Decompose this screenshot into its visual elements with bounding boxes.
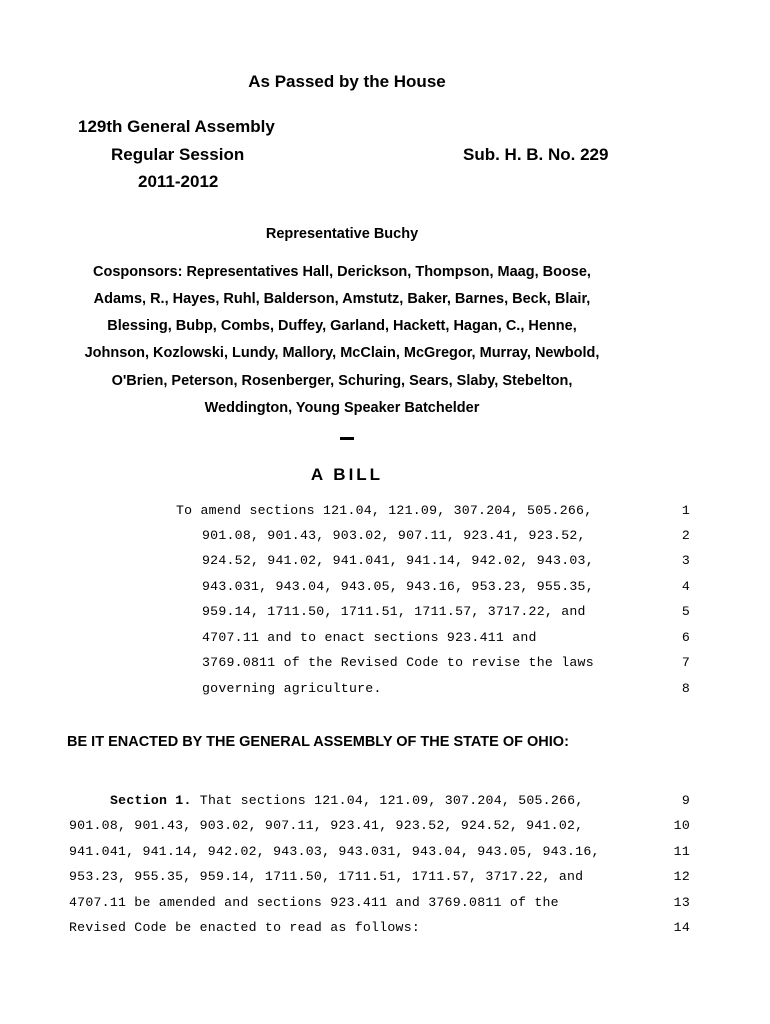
title-line: 901.08, 901.43, 903.02, 907.11, 923.41, 923.52, xyxy=(202,528,586,543)
cosponsors-line: Johnson, Kozlowski, Lundy, Mallory, McClain, McGregor, Murray, Newbold, xyxy=(84,345,600,361)
line-number: 5 xyxy=(681,604,690,619)
line-number: 11 xyxy=(673,844,690,859)
section-line: 941.041, 941.14, 942.02, 943.03, 943.031, 943.04, 943.05, 943.16, xyxy=(69,844,600,859)
title-line: 959.14, 1711.50, 1711.51, 1711.57, 3717.22, and xyxy=(202,604,586,619)
cosponsors-line: Cosponsors: Representatives Hall, Derickson, Thompson, Maag, Boose, xyxy=(93,264,591,280)
session-years: 2011-2012 xyxy=(138,172,219,191)
bill-heading: A BILL xyxy=(310,465,384,484)
separator-dash xyxy=(340,437,354,440)
session-name: Regular Session xyxy=(111,145,245,164)
enacting-clause: BE IT ENACTED BY THE GENERAL ASSEMBLY OF THE STATE OF OHIO: xyxy=(67,734,569,750)
line-number: 14 xyxy=(673,920,690,935)
bill-status: As Passed by the House xyxy=(248,72,446,91)
line-number: 12 xyxy=(673,869,690,884)
section-line: 901.08, 901.43, 903.02, 907.11, 923.41, 923.52, 924.52, 941.02, xyxy=(69,818,584,833)
section-line: 953.23, 955.35, 959.14, 1711.50, 1711.51, 1711.57, 3717.22, and xyxy=(69,869,584,884)
title-line: 924.52, 941.02, 941.041, 941.14, 942.02, 943.03, xyxy=(202,553,594,568)
general-assembly: 129th General Assembly xyxy=(78,117,275,136)
title-line: 943.031, 943.04, 943.05, 943.16, 953.23, 955.35, xyxy=(202,579,594,594)
line-number: 7 xyxy=(681,655,690,670)
cosponsors-line: Blessing, Bubp, Combs, Duffey, Garland, Hackett, Hagan, C., Henne, xyxy=(107,318,577,334)
title-line: To amend sections 121.04, 121.09, 307.204, 505.266, xyxy=(176,503,593,518)
title-line: governing agriculture. xyxy=(202,681,382,696)
line-number: 13 xyxy=(673,895,690,910)
line-number: 3 xyxy=(681,553,690,568)
line-number: 9 xyxy=(681,793,690,808)
line-number: 1 xyxy=(681,503,690,518)
section-text: That sections 121.04, 121.09, 307.204, 505.266, xyxy=(191,793,584,808)
primary-sponsor: Representative Buchy xyxy=(265,226,419,242)
bill-number: Sub. H. B. No. 229 xyxy=(463,145,609,164)
line-number: 8 xyxy=(681,681,690,696)
section-line xyxy=(110,793,584,808)
line-number: 10 xyxy=(673,818,690,833)
line-number: 6 xyxy=(681,630,690,645)
title-line: 4707.11 and to enact sections 923.411 and xyxy=(202,630,537,645)
cosponsors-line: O'Brien, Peterson, Rosenberger, Schuring, Sears, Slaby, Stebelton, xyxy=(111,373,573,389)
section-line: 4707.11 be amended and sections 923.411 and 3769.0811 of the xyxy=(69,895,559,910)
cosponsors-line: Adams, R., Hayes, Ruhl, Balderson, Amstutz, Baker, Barnes, Beck, Blair, xyxy=(93,291,591,307)
line-number: 2 xyxy=(681,528,690,543)
cosponsors-line: Weddington, Young Speaker Batchelder xyxy=(204,400,480,416)
title-line: 3769.0811 of the Revised Code to revise the laws xyxy=(202,655,594,670)
section-label: Section 1. xyxy=(110,793,192,808)
section-line: Revised Code be enacted to read as follows: xyxy=(69,920,421,935)
line-number: 4 xyxy=(681,579,690,594)
